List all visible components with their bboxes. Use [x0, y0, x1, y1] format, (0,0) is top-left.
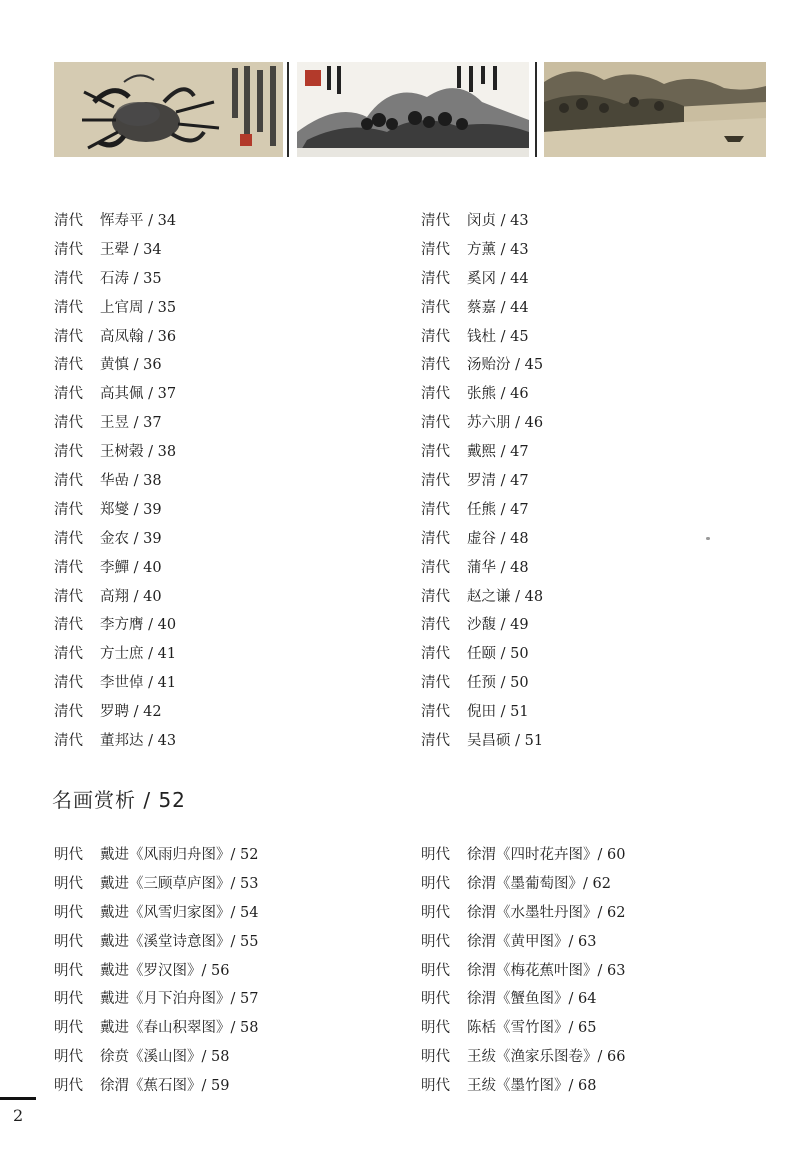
entry-text: 戴熙 / 47	[467, 444, 529, 461]
dynasty-label: 清代	[54, 617, 83, 634]
entry-text: 方薰 / 43	[467, 241, 529, 258]
entry-text: 任预 / 50	[467, 675, 529, 692]
list-item	[54, 1043, 258, 1072]
list-item	[421, 323, 543, 352]
dynasty-label: 明代	[421, 962, 450, 979]
list-item	[54, 351, 176, 380]
entry-text: 李鱓 / 40	[100, 559, 162, 576]
dynasty-label: 清代	[421, 415, 450, 432]
list-item	[54, 957, 258, 986]
river-landscape-scroll	[544, 62, 766, 157]
ink-landscape-with-calligraphy	[297, 62, 529, 157]
works-list-right	[421, 841, 625, 1101]
entry-text: 吴昌硕 / 51	[467, 733, 544, 750]
list-item	[421, 1014, 625, 1043]
entry-text: 徐渭《蟹鱼图》/ 64	[467, 991, 597, 1008]
list-item	[54, 496, 176, 525]
list-item	[54, 928, 258, 957]
dynasty-label: 清代	[54, 270, 83, 287]
dynasty-label: 清代	[421, 675, 450, 692]
list-item	[54, 409, 176, 438]
entry-text: 钱杜 / 45	[467, 328, 529, 345]
dynasty-label: 清代	[421, 444, 450, 461]
dynasty-label: 清代	[421, 617, 450, 634]
list-item	[421, 525, 543, 554]
artist-list-right	[421, 207, 543, 756]
dynasty-label: 清代	[54, 299, 83, 316]
entry-text: 方士庶 / 41	[100, 646, 177, 663]
entry-text: 汤贻汾 / 45	[467, 357, 544, 374]
list-item	[54, 899, 258, 928]
dynasty-label: 清代	[421, 588, 450, 605]
dynasty-label: 清代	[54, 444, 83, 461]
dynasty-label: 明代	[421, 1020, 450, 1037]
entry-text: 王昱 / 37	[100, 415, 162, 432]
dynasty-label: 明代	[54, 904, 83, 921]
list-item	[421, 294, 543, 323]
dynasty-label: 清代	[54, 646, 83, 663]
entry-text: 戴进《溪堂诗意图》/ 55	[100, 933, 259, 950]
dynasty-label: 清代	[421, 213, 450, 229]
dynasty-label: 清代	[54, 704, 83, 721]
list-item	[421, 899, 625, 928]
entry-text: 任熊 / 47	[467, 501, 529, 518]
entry-text: 徐渭《黄甲图》/ 63	[467, 933, 597, 950]
entry-text: 沙馥 / 49	[467, 617, 529, 634]
list-item	[54, 727, 176, 756]
list-item	[421, 496, 543, 525]
dynasty-label: 明代	[421, 904, 450, 921]
entry-text: 奚冈 / 44	[467, 270, 529, 287]
dynasty-label: 明代	[421, 847, 450, 863]
list-item	[54, 207, 176, 236]
print-speck	[706, 537, 710, 540]
list-item	[421, 583, 543, 612]
list-item	[54, 236, 176, 265]
list-item	[421, 727, 543, 756]
entry-text: 蔡嘉 / 44	[467, 299, 529, 316]
dynasty-label: 清代	[421, 386, 450, 403]
entry-text: 闵贞 / 43	[467, 213, 529, 229]
dynasty-label: 清代	[54, 415, 83, 432]
list-item	[421, 669, 543, 698]
dynasty-label: 明代	[54, 991, 83, 1008]
list-item	[54, 1014, 258, 1043]
artist-list-left	[54, 207, 176, 756]
dynasty-label: 清代	[421, 270, 450, 287]
list-item	[421, 409, 543, 438]
page-number: 2	[13, 1106, 24, 1125]
dynasty-label: 清代	[421, 328, 450, 345]
entry-text: 蒲华 / 48	[467, 559, 529, 576]
list-item	[54, 323, 176, 352]
dynasty-label: 清代	[421, 473, 450, 490]
dynasty-label: 清代	[421, 501, 450, 518]
list-item	[421, 236, 543, 265]
entry-text: 罗清 / 47	[467, 473, 529, 490]
dynasty-label: 明代	[54, 847, 83, 863]
entry-text: 戴进《春山积翠图》/ 58	[100, 1020, 259, 1037]
list-item	[54, 698, 176, 727]
dynasty-label: 明代	[421, 991, 450, 1008]
entry-text: 王树榖 / 38	[100, 444, 177, 461]
dynasty-label: 清代	[54, 530, 83, 547]
dynasty-label: 明代	[54, 1020, 83, 1037]
entry-text: 李方膺 / 40	[100, 617, 177, 634]
entry-text: 金农 / 39	[100, 530, 162, 547]
list-item	[421, 467, 543, 496]
list-item	[54, 1072, 258, 1101]
page-number-rule	[0, 1097, 36, 1100]
entry-text: 王绂《墨竹图》/ 68	[467, 1078, 597, 1095]
list-item	[54, 841, 258, 870]
entry-text: 徐渭《梅花蕉叶图》/ 63	[467, 962, 626, 979]
entry-text: 戴进《风雪归家图》/ 54	[100, 904, 259, 921]
dynasty-label: 清代	[54, 675, 83, 692]
dynasty-label: 明代	[54, 1049, 83, 1066]
entry-text: 戴进《三顾草庐图》/ 53	[100, 875, 259, 892]
dynasty-label: 清代	[421, 704, 450, 721]
list-item	[54, 438, 176, 467]
list-item	[54, 294, 176, 323]
entry-text: 陈栝《雪竹图》/ 65	[467, 1020, 597, 1037]
dynasty-label: 清代	[54, 588, 83, 605]
section-title: 名画赏析 / 52	[52, 788, 186, 812]
entry-text: 华嵒 / 38	[100, 473, 162, 490]
list-item	[421, 438, 543, 467]
dynasty-label: 清代	[54, 386, 83, 403]
list-item	[54, 265, 176, 294]
entry-text: 董邦达 / 43	[100, 733, 177, 750]
dynasty-label: 清代	[421, 241, 450, 258]
list-item	[421, 554, 543, 583]
entry-text: 罗聘 / 42	[100, 704, 162, 721]
entry-text: 倪田 / 51	[467, 704, 529, 721]
entry-text: 苏六朋 / 46	[467, 415, 544, 432]
entry-text: 徐渭《水墨牡丹图》/ 62	[467, 904, 626, 921]
dynasty-label: 明代	[421, 875, 450, 892]
works-list-left	[54, 841, 258, 1101]
list-item	[421, 957, 625, 986]
list-item	[421, 698, 543, 727]
entry-text: 高翔 / 40	[100, 588, 162, 605]
entry-text: 高凤翰 / 36	[100, 328, 177, 345]
dynasty-label: 明代	[54, 962, 83, 979]
dynasty-label: 清代	[54, 241, 83, 258]
entry-text: 郑燮 / 39	[100, 501, 162, 518]
entry-text: 高其佩 / 37	[100, 386, 177, 403]
dynasty-label: 明代	[54, 933, 83, 950]
list-item	[421, 1072, 625, 1101]
list-item	[54, 380, 176, 409]
entry-text: 徐渭《蕉石图》/ 59	[100, 1078, 230, 1095]
ink-crab-painting	[54, 62, 283, 157]
dynasty-label: 清代	[421, 733, 450, 750]
list-item	[54, 554, 176, 583]
dynasty-label: 清代	[54, 357, 83, 374]
list-item	[54, 467, 176, 496]
list-item	[54, 611, 176, 640]
dynasty-label: 清代	[54, 328, 83, 345]
entry-text: 戴进《风雨归舟图》/ 52	[100, 847, 259, 863]
dynasty-label: 明代	[54, 1078, 83, 1095]
list-item	[421, 611, 543, 640]
list-item	[421, 841, 625, 870]
dynasty-label: 清代	[421, 299, 450, 316]
dynasty-label: 明代	[54, 875, 83, 892]
list-item	[54, 870, 258, 899]
dynasty-label: 清代	[54, 501, 83, 518]
image-divider	[287, 62, 289, 157]
list-item	[54, 669, 176, 698]
list-item	[54, 985, 258, 1014]
image-divider	[535, 62, 537, 157]
dynasty-label: 清代	[54, 473, 83, 490]
dynasty-label: 清代	[54, 213, 83, 229]
entry-text: 虚谷 / 48	[467, 530, 529, 547]
list-item	[421, 928, 625, 957]
list-item	[421, 1043, 625, 1072]
dynasty-label: 明代	[421, 1078, 450, 1095]
dynasty-label: 清代	[421, 530, 450, 547]
list-item	[421, 380, 543, 409]
list-item	[421, 265, 543, 294]
list-item	[54, 525, 176, 554]
list-item	[421, 207, 543, 236]
entry-text: 王翚 / 34	[100, 241, 162, 258]
dynasty-label: 清代	[421, 357, 450, 374]
list-item	[421, 870, 625, 899]
dynasty-label: 清代	[54, 559, 83, 576]
list-item	[421, 985, 625, 1014]
dynasty-label: 明代	[421, 933, 450, 950]
dynasty-label: 清代	[421, 646, 450, 663]
entry-text: 徐渭《墨葡萄图》/ 62	[467, 875, 611, 892]
entry-text: 张熊 / 46	[467, 386, 529, 403]
list-item	[54, 583, 176, 612]
dynasty-label: 明代	[421, 1049, 450, 1066]
entry-text: 赵之谦 / 48	[467, 588, 544, 605]
entry-text: 恽寿平 / 34	[100, 213, 177, 229]
entry-text: 徐贲《溪山图》/ 58	[100, 1049, 230, 1066]
list-item	[54, 640, 176, 669]
list-item	[421, 351, 543, 380]
entry-text: 李世倬 / 41	[100, 675, 177, 692]
entry-text: 任颐 / 50	[467, 646, 529, 663]
entry-text: 戴进《月下泊舟图》/ 57	[100, 991, 259, 1008]
entry-text: 王绂《渔家乐图卷》/ 66	[467, 1049, 626, 1066]
entry-text: 徐渭《四时花卉图》/ 60	[467, 847, 626, 863]
entry-text: 上官周 / 35	[100, 299, 177, 316]
list-item	[421, 640, 543, 669]
entry-text: 石涛 / 35	[100, 270, 162, 287]
entry-text: 黄慎 / 36	[100, 357, 162, 374]
dynasty-label: 清代	[421, 559, 450, 576]
dynasty-label: 清代	[54, 733, 83, 750]
entry-text: 戴进《罗汉图》/ 56	[100, 962, 230, 979]
